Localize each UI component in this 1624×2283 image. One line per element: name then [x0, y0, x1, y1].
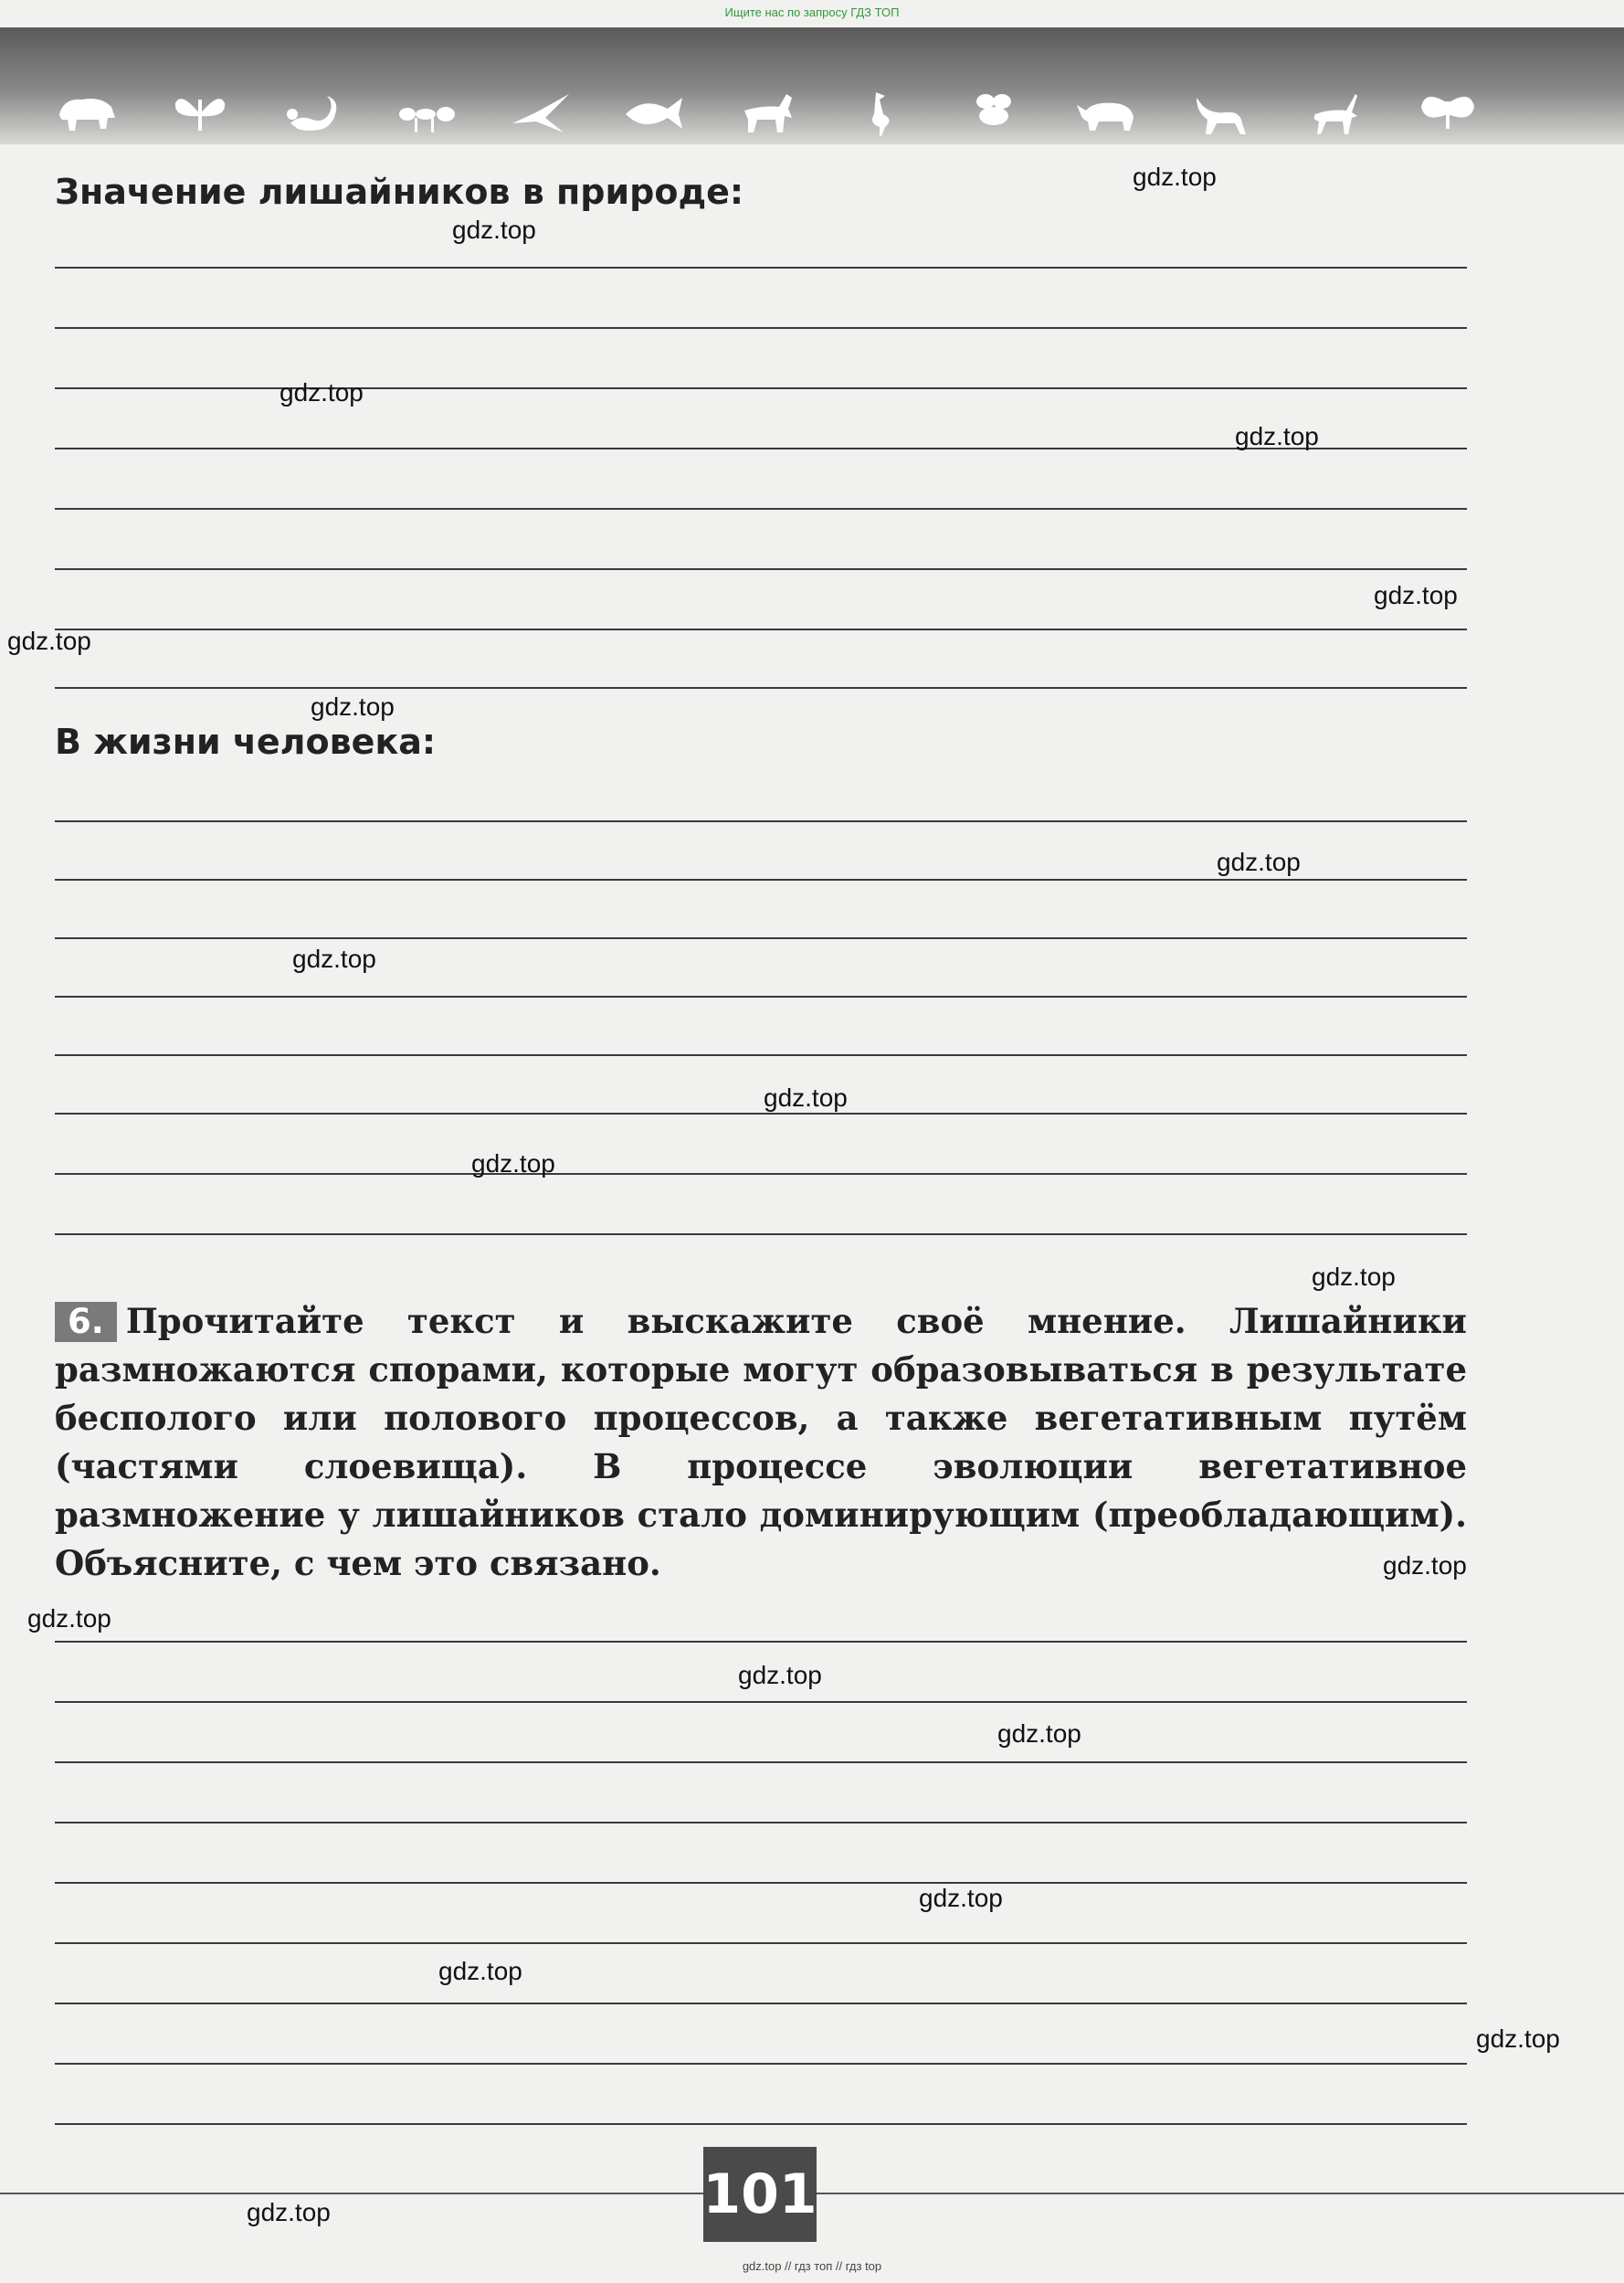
answer-line[interactable]	[55, 996, 1467, 998]
animal-silhouettes	[55, 80, 1480, 144]
scorpion-icon	[281, 87, 345, 138]
bottom-note: gdz.top // гдз топ // гдз top	[742, 2259, 882, 2273]
moth-icon	[1416, 87, 1480, 138]
answer-line[interactable]	[55, 508, 1467, 510]
top-note: Ищите нас по запросу ГДЗ ТОП	[724, 5, 900, 19]
answer-line[interactable]	[55, 879, 1467, 881]
page-number: 101	[703, 2147, 817, 2242]
answer-line[interactable]	[55, 1113, 1467, 1115]
butterfly-icon	[168, 87, 232, 138]
bird-icon	[509, 87, 573, 138]
answer-line[interactable]	[55, 1701, 1467, 1703]
section-heading-nature: Значение лишайников в природе:	[55, 172, 744, 212]
watermark: gdz.top	[247, 2198, 331, 2226]
watermark: gdz.top	[1476, 2024, 1560, 2053]
watermark: gdz.top	[27, 1604, 111, 1633]
cat-icon	[1189, 87, 1253, 138]
answer-line[interactable]	[55, 568, 1467, 570]
answer-line[interactable]	[55, 1054, 1467, 1056]
watermark: gdz.top	[279, 378, 364, 407]
answer-line[interactable]	[55, 1822, 1467, 1823]
answer-line[interactable]	[55, 1882, 1467, 1884]
answer-line[interactable]	[55, 937, 1467, 939]
watermark: gdz.top	[292, 945, 376, 973]
section-heading-human: В жизни человека:	[55, 722, 437, 762]
answer-line[interactable]	[55, 327, 1467, 329]
watermark: gdz.top	[1133, 163, 1217, 191]
answer-line[interactable]	[55, 1942, 1467, 1944]
ant-icon	[395, 87, 459, 138]
watermark: gdz.top	[919, 1884, 1003, 1912]
bison-icon	[55, 87, 119, 138]
watermark: gdz.top	[1235, 422, 1319, 450]
watermark: gdz.top	[452, 216, 536, 244]
answer-line[interactable]	[55, 387, 1467, 389]
heron-icon	[849, 87, 912, 138]
fish-icon	[622, 87, 686, 138]
watermark: gdz.top	[1383, 1551, 1467, 1580]
answer-line[interactable]	[55, 1233, 1467, 1235]
answer-line[interactable]	[55, 629, 1467, 630]
bee-icon	[962, 87, 1026, 138]
task-6	[55, 1297, 1467, 1588]
watermark: gdz.top	[471, 1149, 555, 1178]
watermark: gdz.top	[1217, 848, 1301, 876]
moose-icon	[735, 87, 799, 138]
watermark: gdz.top	[311, 692, 395, 721]
answer-line[interactable]	[55, 687, 1467, 689]
watermark: gdz.top	[997, 1719, 1081, 1748]
watermark: gdz.top	[438, 1957, 522, 1985]
task-number: 6.	[55, 1302, 117, 1342]
answer-line[interactable]	[55, 1173, 1467, 1175]
watermark: gdz.top	[1312, 1263, 1396, 1291]
answer-line[interactable]	[55, 2063, 1467, 2065]
answer-line[interactable]	[55, 1641, 1467, 1643]
answer-line[interactable]	[55, 820, 1467, 822]
antelope-icon	[1302, 87, 1366, 138]
task-text: Прочитайте текст и выскажите своё мнение. Лишайники размножаются спорами, которые могут образовываться в результате бесполого или полового процессов, а также вегетативным путём (частями слоевища). В процессе эволюции вегетативное размножение у лишайников стало доминирующим (преобладающим). Объясните, с чем это связано.	[55, 1301, 1467, 1583]
answer-line[interactable]	[55, 1761, 1467, 1763]
watermark: gdz.top	[1374, 581, 1458, 609]
answer-line[interactable]	[55, 267, 1467, 269]
answer-line[interactable]	[55, 2003, 1467, 2004]
rhino-icon	[1075, 87, 1139, 138]
watermark: gdz.top	[764, 1083, 848, 1112]
watermark: gdz.top	[7, 627, 91, 655]
watermark: gdz.top	[738, 1661, 822, 1689]
answer-line[interactable]	[55, 2123, 1467, 2125]
